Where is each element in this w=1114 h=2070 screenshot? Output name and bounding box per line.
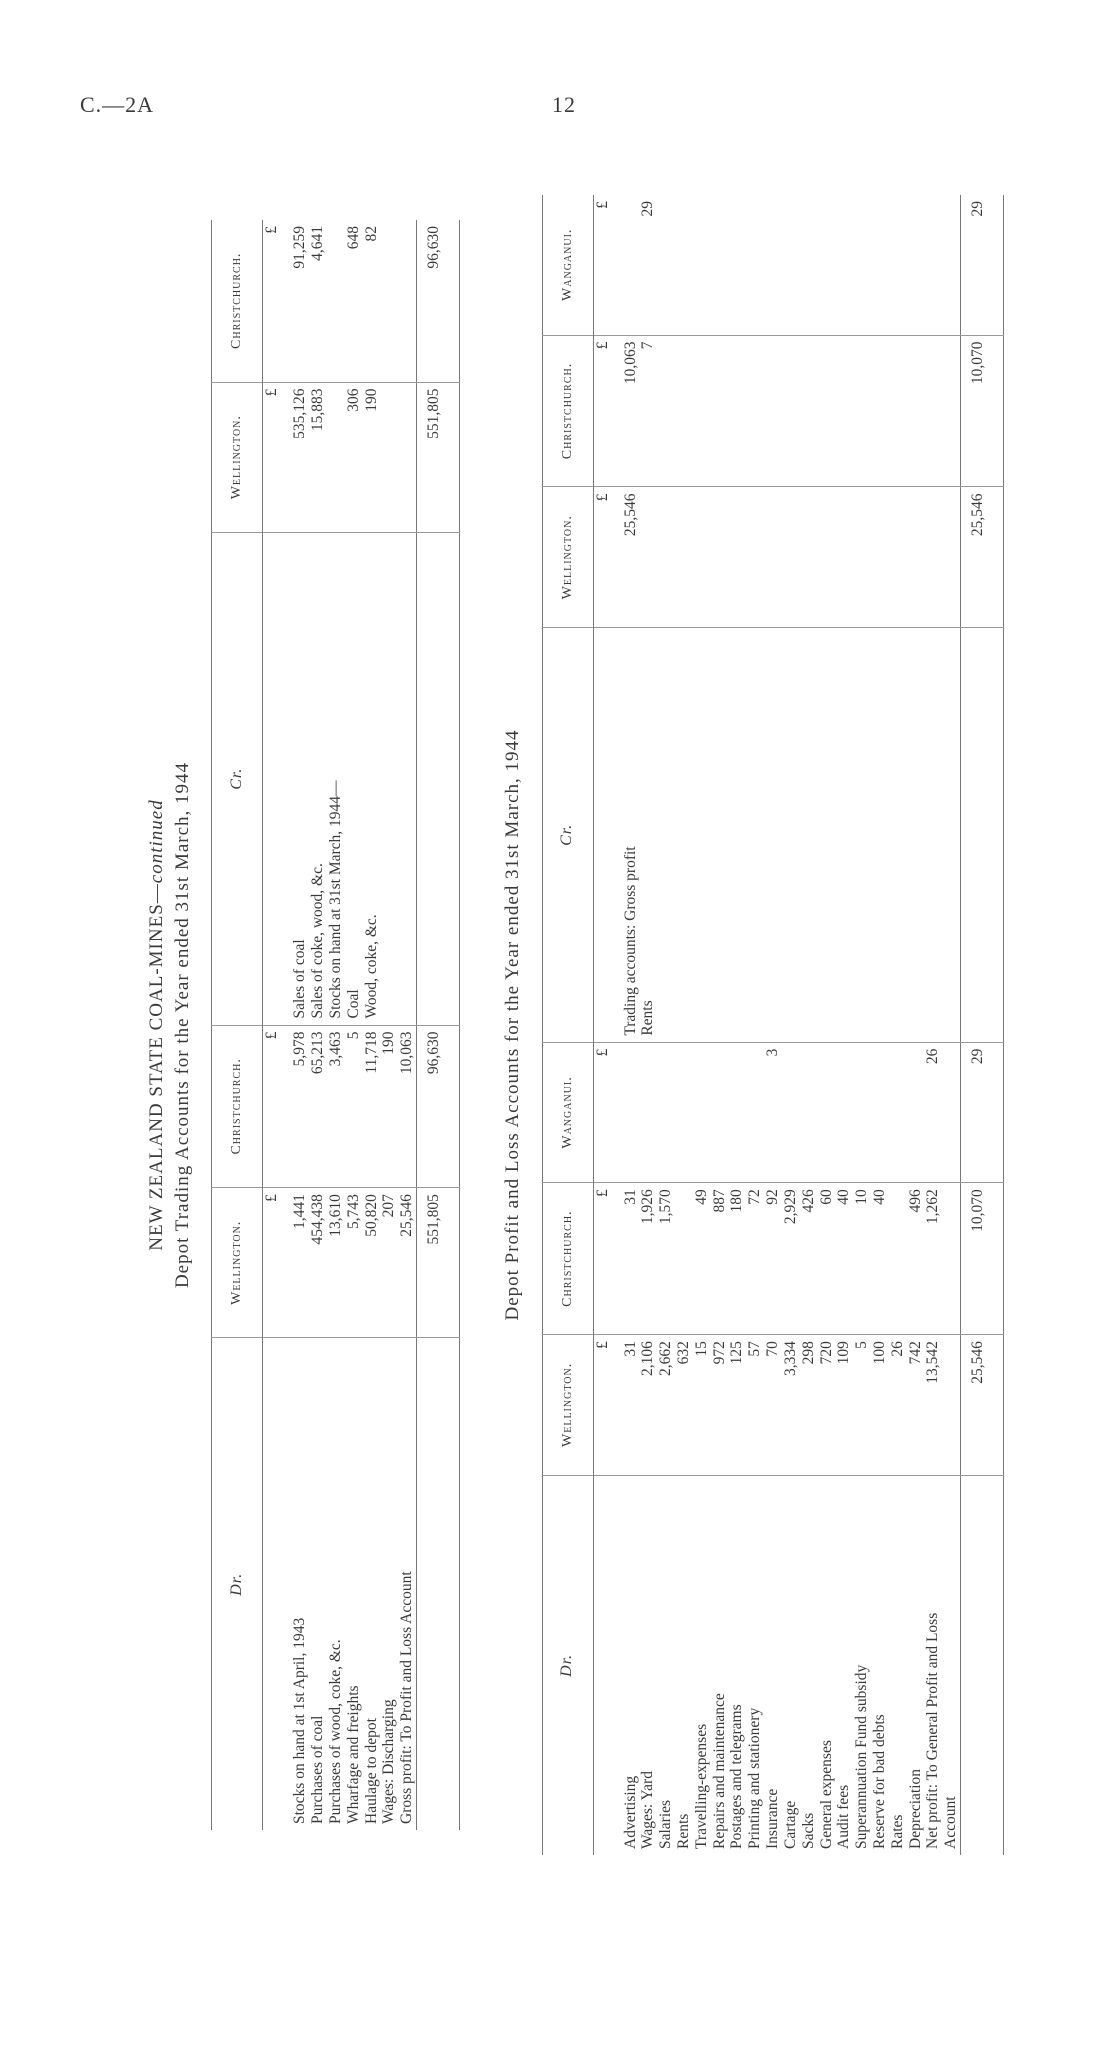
dr-wanganui-value [675, 1042, 693, 1183]
cr-wellington-total: 551,805 [416, 382, 459, 532]
dr-wellington-value: 15 [693, 1335, 711, 1476]
cr-wanganui-value [693, 195, 711, 335]
cr-wanganui-value [871, 195, 889, 335]
cr-wellington-value [764, 487, 782, 628]
dr-item-label: Cartage [781, 1800, 799, 1849]
cr-item-label [889, 627, 907, 1042]
totals-spacer [416, 532, 459, 1025]
dr-wanganui-total: 29 [961, 1042, 1004, 1183]
cr-christchurch-value [942, 335, 960, 487]
cr-item-label [907, 627, 925, 1042]
cr-christchurch-value [693, 335, 711, 487]
dr-item-label: General expenses [817, 1740, 835, 1849]
profit-loss-heading: Depot Profit and Loss Accounts for the Year ended 31st March, 1944 [501, 729, 523, 1321]
dr-wellington-value: 26 [889, 1335, 907, 1476]
currency-symbol: £ [593, 1183, 622, 1335]
dr-wanganui-value [622, 1042, 640, 1183]
trading-body [263, 220, 460, 1830]
pl-dr-wanganui-header: Wanganui. [542, 1042, 593, 1183]
currency-symbol: £ [593, 487, 622, 628]
dr-wanganui-value [871, 1042, 889, 1183]
dr-wellington-value: 207 [380, 1188, 398, 1338]
dr-christchurch-value: 3,463 [327, 1025, 345, 1188]
totals-spacer [416, 1338, 459, 1830]
dr-wellington-value: 100 [871, 1335, 889, 1476]
cr-christchurch-value [711, 335, 729, 487]
dr-wanganui-value: 26 [924, 1042, 942, 1183]
cr-wellington-value [853, 487, 871, 628]
dr-christchurch-total: 96,630 [416, 1025, 459, 1188]
dr-christchurch-value: 1,926 [639, 1183, 657, 1335]
cr-item-label [693, 627, 711, 1042]
cr-item-label [398, 532, 416, 1025]
cr-wanganui-value [728, 195, 746, 335]
dr-wanganui-value [711, 1042, 729, 1183]
cr-christchurch-value [675, 335, 693, 487]
cr-item-label: Coal [345, 532, 363, 1025]
cr-item-label [711, 627, 729, 1042]
cr-item-label [380, 532, 398, 1025]
currency-symbol: £ [593, 1335, 622, 1476]
profit-loss-table [542, 195, 1004, 1855]
dr-wanganui-value: 3 [764, 1042, 782, 1183]
dr-wanganui-value [693, 1042, 711, 1183]
cr-wellington-value [942, 487, 960, 628]
dr-wellington-value: 742 [907, 1335, 925, 1476]
cr-christchurch-value [380, 220, 398, 382]
cr-wellington-value [380, 382, 398, 532]
trading-cr-christchurch-header: Christchurch. [212, 220, 263, 382]
cr-item-label [746, 627, 764, 1042]
dr-christchurch-value: 5,978 [291, 1025, 309, 1188]
dr-christchurch-value: 40 [835, 1183, 853, 1335]
dr-wanganui-value [942, 1042, 960, 1183]
page-number: 12 [552, 92, 576, 117]
dr-wanganui-value [800, 1042, 818, 1183]
dr-christchurch-value: 1,262 [924, 1183, 942, 1335]
cr-wellington-value [711, 487, 729, 628]
totals-row [416, 220, 459, 1830]
dr-christchurch-value: 2,929 [782, 1183, 800, 1335]
dr-item-label: Wharfage and freights [344, 1685, 362, 1824]
cr-christchurch-value [889, 335, 907, 487]
table-row [363, 220, 381, 1830]
cr-wanganui-value [853, 195, 871, 335]
dr-christchurch-value: 1,570 [657, 1183, 675, 1335]
table-row [639, 195, 657, 1855]
cr-wanganui-value [889, 195, 907, 335]
cr-wanganui-value [818, 195, 836, 335]
dr-wellington-value: 109 [835, 1335, 853, 1476]
table-row [835, 195, 853, 1855]
dr-wanganui-value [818, 1042, 836, 1183]
profit-loss-body [593, 195, 1003, 1855]
dr-wanganui-value [746, 1042, 764, 1183]
table-row [907, 195, 925, 1855]
dr-item-label: Depreciation [906, 1768, 924, 1849]
cr-wanganui-value [746, 195, 764, 335]
pl-dr-christchurch-header: Christchurch. [542, 1183, 593, 1335]
dr-item-label: Net profit: To General Profit and Loss [924, 1612, 942, 1849]
cr-wellington-value [800, 487, 818, 628]
dr-item-label: Audit fees [835, 1784, 853, 1849]
cr-christchurch-value: 7 [639, 335, 657, 487]
cr-wellington-value [907, 487, 925, 628]
currency-symbol: £ [263, 1188, 292, 1338]
dr-wellington-value: 13,610 [327, 1188, 345, 1338]
cr-wellington-value [818, 487, 836, 628]
table-row [622, 195, 640, 1855]
cr-wellington-value [782, 487, 800, 628]
dr-wanganui-value [889, 1042, 907, 1183]
report-title-continued: continued [146, 799, 167, 884]
cr-christchurch-value [728, 335, 746, 487]
cr-christchurch-value [746, 335, 764, 487]
dr-item-label: Postages and telegrams [728, 1704, 746, 1849]
pl-cr-wanganui-header: Wanganui. [542, 195, 593, 335]
cr-christchurch-value [924, 335, 942, 487]
dr-christchurch-value: 65,213 [309, 1025, 327, 1188]
cr-christchurch-value: 4,641 [309, 220, 327, 382]
trading-dr-header: Dr. [212, 1338, 263, 1830]
dr-christchurch-value: 5 [345, 1025, 363, 1188]
cr-item-label [835, 627, 853, 1042]
dr-wellington-total: 551,805 [416, 1188, 459, 1338]
table-row [782, 195, 800, 1855]
cr-christchurch-value [782, 335, 800, 487]
dr-item-label: Purchases of wood, coke, &c. [326, 1639, 344, 1824]
dr-christchurch-value [889, 1183, 907, 1335]
trading-cr-header: Cr. [212, 532, 263, 1025]
cr-wanganui-value [622, 195, 640, 335]
trading-dr-christchurch-header: Christchurch. [212, 1025, 263, 1188]
table-row [728, 195, 746, 1855]
currency-symbol: £ [263, 382, 292, 532]
currency-symbol: £ [263, 220, 292, 382]
dr-christchurch-value: 426 [800, 1183, 818, 1335]
dr-wanganui-value [907, 1042, 925, 1183]
cr-item-label [764, 627, 782, 1042]
cr-christchurch-value: 82 [363, 220, 381, 382]
dr-wellington-value: 632 [675, 1335, 693, 1476]
trading-cr-wellington-header: Wellington. [212, 382, 263, 532]
cr-christchurch-value [398, 220, 416, 382]
table-row [942, 195, 960, 1855]
table-row [853, 195, 871, 1855]
dr-christchurch-value: 887 [711, 1183, 729, 1335]
table-row [889, 195, 907, 1855]
dr-christchurch-value: 190 [380, 1025, 398, 1188]
dr-item-label: Wages: Yard [639, 1771, 657, 1849]
dr-wellington-value: 972 [711, 1335, 729, 1476]
cr-wanganui-value [835, 195, 853, 335]
cr-christchurch-value [871, 335, 889, 487]
table-row [398, 220, 416, 1830]
dr-christchurch-value: 92 [764, 1183, 782, 1335]
dr-item-label: Wages: Discharging [380, 1699, 398, 1824]
dr-wellington-value: 1,441 [291, 1188, 309, 1338]
dr-item-label: Account [942, 1796, 960, 1849]
cr-item-label [871, 627, 889, 1042]
cr-wellington-value [675, 487, 693, 628]
rotated-sheet [140, 145, 1040, 1905]
cr-wanganui-value [675, 195, 693, 335]
cr-item-label [728, 627, 746, 1042]
dr-christchurch-total: 10,070 [961, 1183, 1004, 1335]
dr-wellington-value [942, 1335, 960, 1476]
currency-symbol: £ [593, 195, 622, 335]
dr-wanganui-value [639, 1042, 657, 1183]
cr-item-label: Rents [639, 627, 657, 1042]
pl-dr-wellington-header: Wellington. [542, 1335, 593, 1476]
table-row [871, 195, 889, 1855]
dr-item-label: Travelling-expenses [692, 1723, 710, 1849]
table-row [746, 195, 764, 1855]
cr-wellington-total: 25,546 [961, 487, 1004, 628]
cr-wanganui-value: 29 [639, 195, 657, 335]
cr-item-label [924, 627, 942, 1042]
cr-wanganui-value [782, 195, 800, 335]
dr-item-label: Salaries [657, 1799, 675, 1849]
cr-wanganui-value [711, 195, 729, 335]
dr-item-label: Insurance [764, 1788, 782, 1849]
dr-wellington-value: 454,438 [309, 1188, 327, 1338]
cr-item-label: Trading accounts: Gross profit [622, 627, 640, 1042]
table-row [657, 195, 675, 1855]
report-title-main: NEW ZEALAND STATE COAL-MINES— [146, 883, 167, 1251]
cr-item-label [853, 627, 871, 1042]
cr-item-label: Stocks on hand at 31st March, 1944— [327, 532, 345, 1025]
cr-christchurch-total: 10,070 [961, 335, 1004, 487]
dr-item-label: Rates [888, 1814, 906, 1849]
cr-christchurch-value: 10,063 [622, 335, 640, 487]
pl-cr-christchurch-header: Christchurch. [542, 335, 593, 487]
pl-cr-header: Cr. [542, 627, 593, 1042]
trading-table [211, 220, 460, 1830]
cr-christchurch-value [818, 335, 836, 487]
currency-symbol: £ [593, 335, 622, 487]
dr-item-label: Stocks on hand at 1st April, 1943 [291, 1617, 309, 1824]
cr-christchurch-value [853, 335, 871, 487]
dr-wellington-value: 25,546 [398, 1188, 416, 1338]
dr-wellington-value: 57 [746, 1335, 764, 1476]
dr-wanganui-value [853, 1042, 871, 1183]
dr-wanganui-value [728, 1042, 746, 1183]
dr-wellington-value: 50,820 [363, 1188, 381, 1338]
totals-spacer [961, 627, 1004, 1042]
dr-item-label: Repairs and maintenance [710, 1693, 728, 1849]
dr-wanganui-value [782, 1042, 800, 1183]
cr-wellington-value [398, 382, 416, 532]
dr-christchurch-value: 180 [728, 1183, 746, 1335]
dr-christchurch-value: 10 [853, 1183, 871, 1335]
table-row [327, 220, 345, 1830]
cr-christchurch-total: 96,630 [416, 220, 459, 382]
table-row [764, 195, 782, 1855]
dr-christchurch-value [675, 1183, 693, 1335]
table-row [291, 220, 309, 1830]
dr-wellington-value: 31 [622, 1335, 640, 1476]
cr-wellington-value [728, 487, 746, 628]
cr-item-label: Wood, coke, &c. [363, 532, 381, 1025]
cr-wellington-value [693, 487, 711, 628]
dr-wellington-value: 720 [818, 1335, 836, 1476]
currency-symbol: £ [263, 1025, 292, 1188]
cr-christchurch-value [657, 335, 675, 487]
cr-item-label [942, 627, 960, 1042]
dr-wellington-value: 5 [853, 1335, 871, 1476]
table-row [924, 195, 942, 1855]
dr-christchurch-value: 49 [693, 1183, 711, 1335]
cr-item-label [657, 627, 675, 1042]
cr-wellington-value [657, 487, 675, 628]
cr-item-label [782, 627, 800, 1042]
cr-christchurch-value [835, 335, 853, 487]
cr-christchurch-value [764, 335, 782, 487]
cr-christchurch-value: 91,259 [291, 220, 309, 382]
cr-wanganui-value [800, 195, 818, 335]
pl-dr-header: Dr. [542, 1475, 593, 1855]
dr-item-label: Haulage to depot [362, 1718, 380, 1824]
dr-wellington-total: 25,546 [961, 1335, 1004, 1476]
table-row [309, 220, 327, 1830]
dr-wanganui-value [657, 1042, 675, 1183]
currency-symbol: £ [593, 1042, 622, 1183]
cr-christchurch-value [907, 335, 925, 487]
cr-item-label [800, 627, 818, 1042]
cr-wellington-value [639, 487, 657, 628]
cr-wellington-value: 15,883 [309, 382, 327, 532]
table-row [380, 220, 398, 1830]
dr-item-label: Rents [675, 1813, 693, 1849]
totals-row [961, 195, 1004, 1855]
cr-wellington-value: 306 [345, 382, 363, 532]
cr-christchurch-value [327, 220, 345, 382]
cr-christchurch-value [800, 335, 818, 487]
dr-wellington-value: 70 [764, 1335, 782, 1476]
dr-christchurch-value: 11,718 [363, 1025, 381, 1188]
dr-item-label: Printing and stationery [746, 1707, 764, 1849]
dr-item-label: Superannuation Fund subsidy [853, 1664, 871, 1849]
cr-item-label: Sales of coke, wood, &c. [309, 532, 327, 1025]
cr-wellington-value: 535,126 [291, 382, 309, 532]
dr-christchurch-value: 10,063 [398, 1025, 416, 1188]
cr-wanganui-value [942, 195, 960, 335]
dr-item-label: Reserve for bad debts [870, 1714, 888, 1849]
trading-heading: Depot Trading Accounts for the Year ended 31st March, 1944 [171, 761, 193, 1289]
cr-wanganui-value [924, 195, 942, 335]
table-row [675, 195, 693, 1855]
cr-wellington-value [924, 487, 942, 628]
table-row [818, 195, 836, 1855]
dr-item-label: Advertising [621, 1775, 639, 1849]
dr-wanganui-value [835, 1042, 853, 1183]
dr-item-label: Gross profit: To Profit and Loss Account [398, 1571, 416, 1824]
cr-wellington-value [835, 487, 853, 628]
cr-item-label: Sales of coal [291, 532, 309, 1025]
dr-christchurch-value: 496 [907, 1183, 925, 1335]
dr-christchurch-value: 72 [746, 1183, 764, 1335]
cr-item-label [675, 627, 693, 1042]
dr-item-label: Purchases of coal [309, 1715, 327, 1824]
dr-wellington-value: 2,662 [657, 1335, 675, 1476]
pl-cr-wellington-header: Wellington. [542, 487, 593, 628]
dr-wellington-value: 125 [728, 1335, 746, 1476]
cr-christchurch-value: 648 [345, 220, 363, 382]
cr-wellington-value [889, 487, 907, 628]
cr-wanganui-value [764, 195, 782, 335]
cr-wanganui-total: 29 [961, 195, 1004, 335]
table-row [800, 195, 818, 1855]
dr-item-label: Sacks [799, 1812, 817, 1849]
cr-wanganui-value [907, 195, 925, 335]
table-row [693, 195, 711, 1855]
cr-wellington-value [746, 487, 764, 628]
cr-wellington-value [327, 382, 345, 532]
cr-wellington-value: 25,546 [622, 487, 640, 628]
dr-christchurch-value: 40 [871, 1183, 889, 1335]
dr-wellington-value: 3,334 [782, 1335, 800, 1476]
cr-wellington-value: 190 [363, 382, 381, 532]
report-title [144, 145, 170, 1905]
dr-wellington-value: 13,542 [924, 1335, 942, 1476]
table-row [345, 220, 363, 1830]
dr-wellington-value: 298 [800, 1335, 818, 1476]
dr-wellington-value: 2,106 [639, 1335, 657, 1476]
totals-spacer [961, 1475, 1004, 1855]
page-code: C.—2A [80, 92, 155, 117]
dr-christchurch-value [942, 1183, 960, 1335]
cr-wanganui-value [657, 195, 675, 335]
trading-dr-wellington-header: Wellington. [212, 1188, 263, 1338]
dr-christchurch-value: 60 [818, 1183, 836, 1335]
dr-christchurch-value: 31 [622, 1183, 640, 1335]
table-row [711, 195, 729, 1855]
dr-wellington-value: 5,743 [345, 1188, 363, 1338]
cr-wellington-value [871, 487, 889, 628]
cr-item-label [818, 627, 836, 1042]
